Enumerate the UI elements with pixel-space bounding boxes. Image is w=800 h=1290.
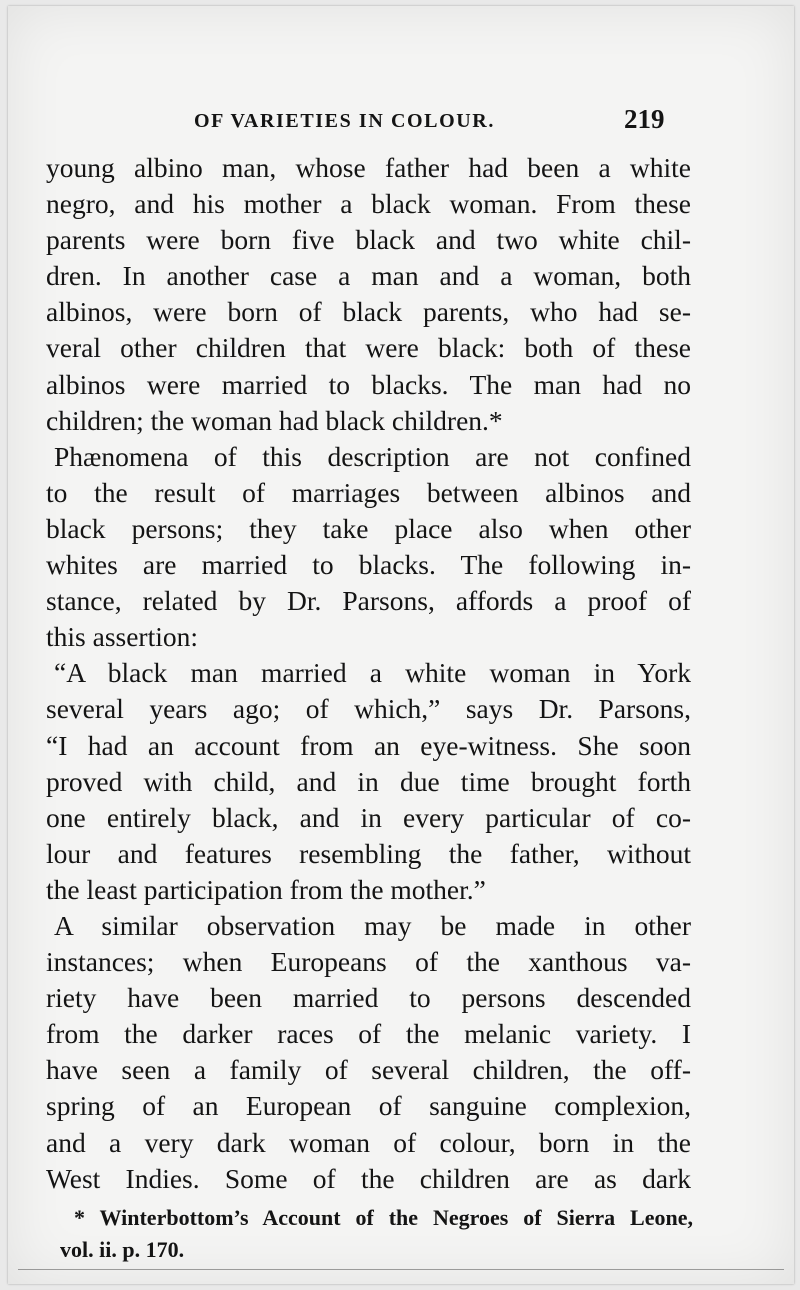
text-line: young albino man, whose father had been a white bbox=[46, 152, 691, 183]
text-line: parents were born five black and two white chil- bbox=[46, 224, 691, 256]
text-line: A similar observation may be made in other bbox=[54, 909, 691, 941]
book-page bbox=[8, 6, 794, 1284]
running-head: OF VARIETIES IN COLOUR. bbox=[194, 110, 495, 132]
text-line: instances; when Europeans of the xanthous va- bbox=[46, 946, 691, 978]
text-line: children; the woman had black children.* bbox=[46, 404, 503, 436]
text-line: riety have been married to persons descended bbox=[46, 982, 691, 1014]
text-line: “I had an account from an eye-witness. She soon bbox=[46, 729, 691, 761]
text-line: black persons; they take place also when other bbox=[46, 512, 691, 544]
text-line: albinos, were born of black parents, who had se- bbox=[46, 296, 691, 328]
footnote-line: * Winterbottom’s Account of the Negroes of Sierra Leone, bbox=[74, 1205, 693, 1230]
text-line: from the darker races of the melanic variety. I bbox=[46, 1018, 691, 1050]
text-line: West Indies. Some of the children are as dark bbox=[46, 1162, 691, 1194]
page-number: 219 bbox=[624, 104, 665, 134]
text-line: veral other children that were black: both of these bbox=[46, 332, 691, 364]
text-line: “A black man married a white woman in York bbox=[54, 657, 691, 689]
text-line: and a very dark woman of colour, born in the bbox=[46, 1126, 691, 1158]
text-line: lour and features resembling the father, without bbox=[46, 837, 691, 869]
text-line: negro, and his mother a black woman. From these bbox=[46, 188, 691, 220]
text-line: this assertion: bbox=[46, 621, 199, 653]
text-line: dren. In another case a man and a woman, both bbox=[46, 260, 691, 292]
text-line: several years ago; of which,” says Dr. Parsons, bbox=[46, 693, 691, 725]
page-header bbox=[8, 104, 794, 140]
text-line: albinos were married to blacks. The man had no bbox=[46, 368, 691, 400]
text-line: spring of an European of sanguine complexion, bbox=[46, 1090, 691, 1122]
text-line: to the result of marriages between albinos and bbox=[46, 476, 691, 508]
text-line: have seen a family of several children, the off- bbox=[46, 1054, 691, 1086]
text-line: Phænomena of this description are not confined bbox=[54, 440, 691, 472]
text-line: whites are married to blacks. The following in- bbox=[46, 549, 691, 581]
body-text bbox=[46, 150, 691, 1197]
text-line: one entirely black, and in every particular of co- bbox=[46, 801, 691, 833]
footnote-line: vol. ii. p. 170. bbox=[60, 1237, 185, 1262]
text-line: stance, related by Dr. Parsons, affords a proof of bbox=[46, 585, 691, 617]
text-line: the least participation from the mother.” bbox=[46, 873, 486, 905]
text-line: proved with child, and in due time brought forth bbox=[46, 765, 691, 797]
footnote bbox=[60, 1202, 693, 1266]
